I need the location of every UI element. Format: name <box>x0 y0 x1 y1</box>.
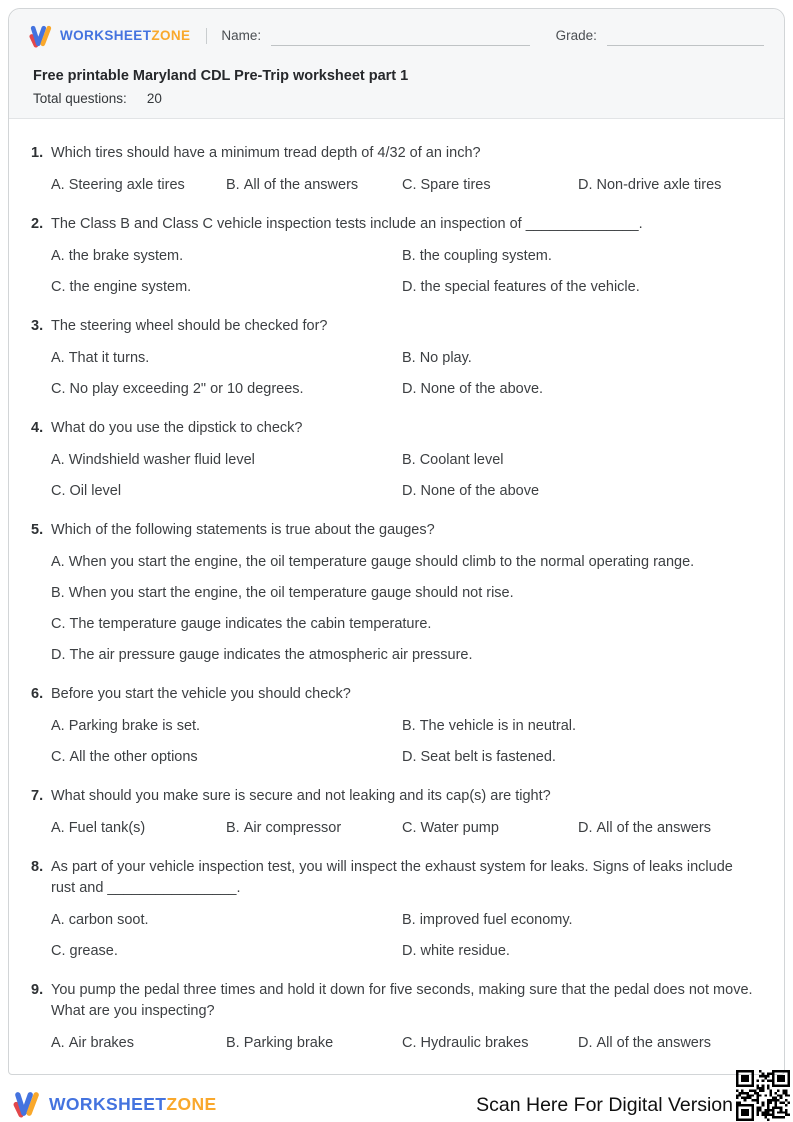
answer-option <box>402 348 760 369</box>
option-letter: C. <box>51 279 66 295</box>
brand-logo <box>29 24 190 48</box>
options-grid <box>51 246 760 298</box>
answer-option <box>226 1033 402 1054</box>
option-text: Seat belt is fastened. <box>420 749 556 765</box>
option-letter: C. <box>51 749 66 765</box>
worksheet-card <box>8 8 785 1075</box>
options-grid <box>51 348 760 400</box>
option-text: No play. <box>419 350 472 366</box>
question-text: Which of the following statements is true about the gauges? <box>51 522 435 538</box>
worksheetzone-w-icon <box>13 1090 41 1118</box>
answer-option <box>226 818 402 839</box>
answer-option <box>402 246 760 267</box>
scan-here-label: Scan Here For Digital Version <box>476 1094 733 1116</box>
answer-option <box>51 583 760 604</box>
option-text: Coolant level <box>419 452 504 468</box>
option-text: All of the answers <box>596 820 711 836</box>
question-text: What should you make sure is secure and not leaking and its cap(s) are tight? <box>51 788 551 804</box>
question-number: 9. <box>31 982 44 998</box>
question-item <box>31 520 760 666</box>
question-text: What do you use the dipstick to check? <box>51 420 303 436</box>
question-number: 4. <box>31 420 44 436</box>
option-letter: B. <box>226 1035 240 1051</box>
total-questions-label: Total questions: <box>33 91 127 106</box>
question-head <box>31 418 760 439</box>
qr-code-pattern <box>736 1070 790 1121</box>
name-write-line <box>271 28 529 46</box>
answer-option <box>402 716 760 737</box>
option-text: Air compressor <box>243 820 342 836</box>
qr-code <box>736 1070 790 1121</box>
option-letter: A. <box>51 248 65 264</box>
question-number: 7. <box>31 788 44 804</box>
question-number: 1. <box>31 145 44 161</box>
answer-option <box>402 481 760 502</box>
footer-brand-wordmark <box>49 1094 217 1115</box>
option-text: Windshield washer fluid level <box>68 452 255 468</box>
answer-option <box>51 818 226 839</box>
option-letter: D. <box>402 483 417 499</box>
option-text: carbon soot. <box>68 912 149 928</box>
question-number: 5. <box>31 522 44 538</box>
questions-list <box>9 119 784 1054</box>
option-letter: B. <box>402 718 416 734</box>
option-text: Oil level <box>69 483 122 499</box>
answer-option <box>51 277 402 298</box>
option-text: improved fuel economy. <box>419 912 573 928</box>
option-letter: C. <box>402 177 417 193</box>
option-letter: B. <box>402 912 416 928</box>
option-text: white residue. <box>420 943 510 959</box>
answer-option <box>226 175 402 196</box>
answer-option <box>402 941 760 962</box>
option-text: Non-drive axle tires <box>596 177 722 193</box>
option-letter: D. <box>402 381 417 397</box>
question-number: 6. <box>31 686 44 702</box>
question-item <box>31 143 760 196</box>
brand-name-worksheet: WORKSHEET <box>49 1093 167 1114</box>
option-letter: C. <box>402 1035 417 1051</box>
name-label: Name: <box>221 28 262 43</box>
footer-brand-logo <box>13 1090 217 1118</box>
option-letter: D. <box>51 647 66 663</box>
answer-option <box>51 450 402 471</box>
option-text: The vehicle is in neutral. <box>419 718 577 734</box>
options-grid <box>51 818 760 839</box>
option-letter: D. <box>402 749 417 765</box>
answer-option <box>51 348 402 369</box>
option-text: That it turns. <box>68 350 150 366</box>
option-letter: C. <box>51 381 66 397</box>
answer-option <box>51 614 760 635</box>
option-text: All of the answers <box>596 1035 711 1051</box>
brand-name-zone: ZONE <box>166 1093 217 1114</box>
question-text: The steering wheel should be checked for? <box>51 318 328 334</box>
answer-option <box>51 645 760 666</box>
question-number: 8. <box>31 859 44 875</box>
option-letter: D. <box>578 1035 593 1051</box>
option-letter: D. <box>402 279 417 295</box>
option-letter: B. <box>51 585 65 601</box>
option-letter: A. <box>51 177 65 193</box>
answer-option <box>51 481 402 502</box>
question-head <box>31 857 760 899</box>
vertical-divider <box>206 28 207 44</box>
question-item <box>31 857 760 962</box>
grade-label: Grade: <box>555 28 597 43</box>
options-grid <box>51 910 760 962</box>
option-text: The temperature gauge indicates the cabin temperature. <box>69 616 432 632</box>
option-text: the special features of the vehicle. <box>420 279 640 295</box>
option-letter: A. <box>51 820 65 836</box>
option-text: None of the above. <box>420 381 544 397</box>
question-head <box>31 684 760 705</box>
option-letter: C. <box>51 483 66 499</box>
option-letter: D. <box>578 177 593 193</box>
question-item <box>31 214 760 298</box>
answer-option <box>402 818 578 839</box>
answer-option <box>402 175 578 196</box>
options-grid <box>51 175 760 196</box>
option-text: Steering axle tires <box>68 177 185 193</box>
option-letter: B. <box>226 820 240 836</box>
brand-name-zone: ZONE <box>151 28 191 43</box>
question-number: 3. <box>31 318 44 334</box>
question-item <box>31 980 760 1054</box>
options-grid <box>51 552 760 666</box>
option-text: None of the above <box>420 483 540 499</box>
option-text: When you start the engine, the oil temperature gauge should climb to the normal operating range. <box>68 554 695 570</box>
grade-write-line <box>607 28 764 46</box>
answer-option <box>402 1033 578 1054</box>
option-letter: A. <box>51 1035 65 1051</box>
answer-option <box>51 246 402 267</box>
brand-wordmark <box>60 28 190 43</box>
option-letter: C. <box>51 943 66 959</box>
option-text: grease. <box>69 943 118 959</box>
question-head <box>31 520 760 541</box>
answer-option <box>51 747 402 768</box>
question-number: 2. <box>31 216 44 232</box>
option-text: All the other options <box>69 749 198 765</box>
question-text: The Class B and Class C vehicle inspection tests include an inspection of ______________. <box>51 216 643 232</box>
option-letter: A. <box>51 718 65 734</box>
question-item <box>31 316 760 400</box>
worksheet-title: Free printable Maryland CDL Pre-Trip worksheet part 1 <box>33 68 409 84</box>
question-head <box>31 214 760 235</box>
option-text: Hydraulic brakes <box>420 1035 529 1051</box>
answer-option <box>51 1033 226 1054</box>
worksheet-header <box>9 9 784 119</box>
option-text: the engine system. <box>69 279 192 295</box>
question-text: Which tires should have a minimum tread depth of 4/32 of an inch? <box>51 145 481 161</box>
question-head <box>31 316 760 337</box>
answer-option <box>402 450 760 471</box>
option-letter: A. <box>51 912 65 928</box>
answer-option <box>51 941 402 962</box>
option-text: the coupling system. <box>419 248 552 264</box>
option-letter: D. <box>578 820 593 836</box>
question-text: Before you start the vehicle you should check? <box>51 686 351 702</box>
worksheetzone-w-icon <box>29 24 53 48</box>
option-text: Air brakes <box>68 1035 134 1051</box>
answer-option <box>51 910 402 931</box>
answer-option <box>578 818 760 839</box>
option-letter: C. <box>51 616 66 632</box>
question-item <box>31 786 760 839</box>
option-text: When you start the engine, the oil temperature gauge should not rise. <box>68 585 514 601</box>
option-letter: A. <box>51 554 65 570</box>
options-grid <box>51 716 760 768</box>
answer-option <box>402 910 760 931</box>
answer-option <box>402 277 760 298</box>
answer-option <box>51 552 760 573</box>
option-letter: A. <box>51 350 65 366</box>
identity-row <box>29 22 764 49</box>
option-letter: B. <box>402 350 416 366</box>
question-head <box>31 143 760 164</box>
question-head <box>31 786 760 807</box>
question-item <box>31 684 760 768</box>
answer-option <box>402 747 760 768</box>
option-letter: C. <box>402 820 417 836</box>
option-letter: D. <box>402 943 417 959</box>
option-text: The air pressure gauge indicates the atmospheric air pressure. <box>69 647 473 663</box>
option-text: No play exceeding 2" or 10 degrees. <box>69 381 304 397</box>
answer-option <box>578 175 760 196</box>
question-text: You pump the pedal three times and hold it down for five seconds, making sure that the pedal does not move. What are you inspecting? <box>51 982 753 1019</box>
option-text: the brake system. <box>68 248 184 264</box>
option-letter: B. <box>402 452 416 468</box>
option-text: All of the answers <box>243 177 359 193</box>
question-head <box>31 980 760 1022</box>
option-text: Parking brake <box>243 1035 334 1051</box>
answer-option <box>51 716 402 737</box>
answer-option <box>51 379 402 400</box>
option-text: Fuel tank(s) <box>68 820 146 836</box>
answer-option <box>51 175 226 196</box>
option-letter: B. <box>226 177 240 193</box>
option-text: Spare tires <box>420 177 491 193</box>
answer-option <box>578 1033 760 1054</box>
total-questions-row <box>33 91 764 106</box>
option-text: Parking brake is set. <box>68 718 201 734</box>
option-letter: B. <box>402 248 416 264</box>
total-questions-value: 20 <box>146 91 162 106</box>
question-item <box>31 418 760 502</box>
options-grid <box>51 450 760 502</box>
option-text: Water pump <box>420 820 499 836</box>
question-text: As part of your vehicle inspection test, you will inspect the exhaust system for leaks. Signs of leaks include rust and ________________. <box>51 859 733 896</box>
options-grid <box>51 1033 760 1054</box>
answer-option <box>402 379 760 400</box>
brand-name-worksheet: WORKSHEET <box>60 28 152 43</box>
option-letter: A. <box>51 452 65 468</box>
